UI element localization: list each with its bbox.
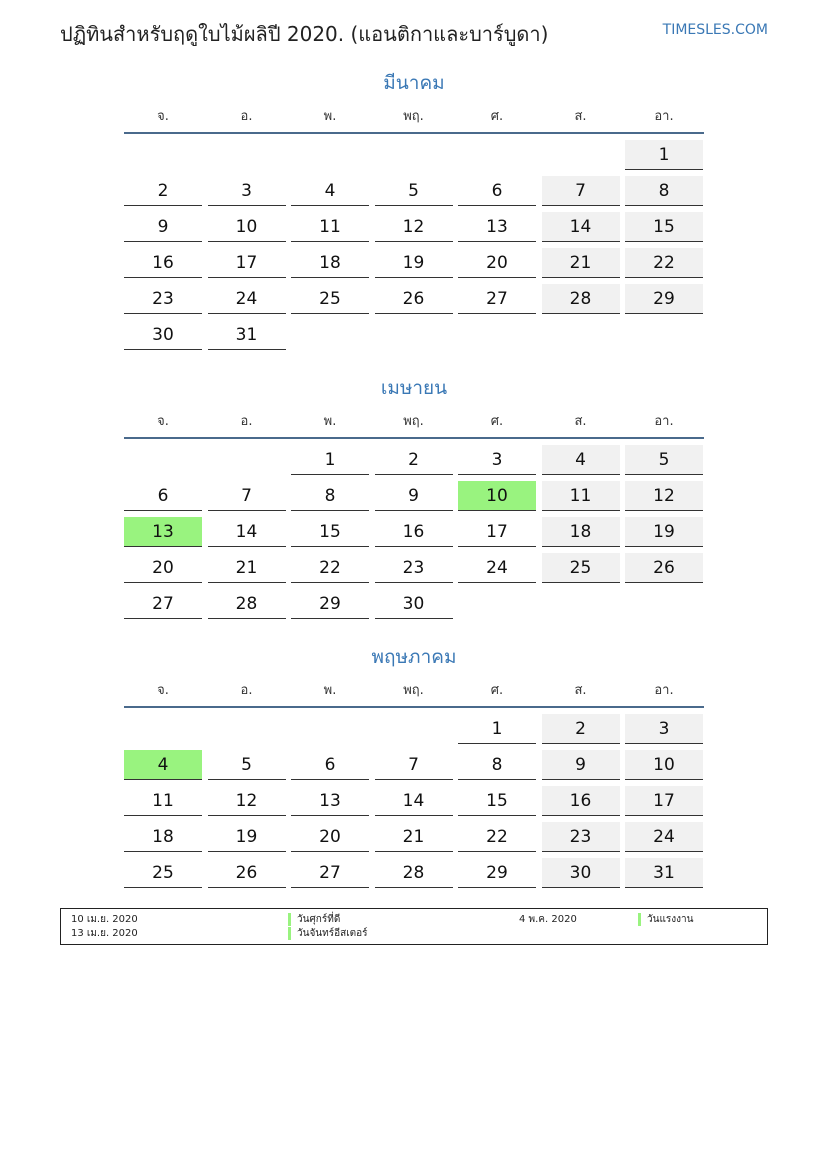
- day-cell: 15: [625, 212, 703, 242]
- day-cell: 22: [625, 248, 703, 278]
- day-cell: 15: [458, 786, 536, 816]
- weekday-label: พ.: [323, 109, 337, 124]
- weekday-label: อา.: [654, 414, 674, 429]
- day-cell: 8: [458, 750, 536, 780]
- day-cell: 6: [291, 750, 369, 780]
- day-cell: 26: [208, 858, 286, 888]
- day-cell: 14: [208, 517, 286, 547]
- weekday-label: อ.: [240, 109, 253, 124]
- day-cell: 28: [208, 589, 286, 619]
- day-cell: 9: [542, 750, 620, 780]
- day-cell: 10: [625, 750, 703, 780]
- day-cell: 6: [458, 176, 536, 206]
- holiday-day-cell: 10: [458, 481, 536, 511]
- weekday-label: พฤ.: [403, 683, 424, 698]
- day-cell: 3: [208, 176, 286, 206]
- weekday-label: ศ.: [490, 414, 504, 429]
- day-cell: 24: [458, 553, 536, 583]
- day-cell: 30: [375, 589, 453, 619]
- day-cell: 25: [291, 284, 369, 314]
- day-cell: 9: [124, 212, 202, 242]
- day-grid: [124, 134, 704, 350]
- day-cell: 16: [375, 517, 453, 547]
- day-cell: 4: [542, 445, 620, 475]
- day-cell: 3: [458, 445, 536, 475]
- day-cell: 24: [208, 284, 286, 314]
- day-cell: 13: [458, 212, 536, 242]
- day-cell: 31: [208, 320, 286, 350]
- page-header: [60, 18, 768, 48]
- day-cell: 7: [542, 176, 620, 206]
- day-cell: 22: [291, 553, 369, 583]
- day-cell: 7: [375, 750, 453, 780]
- legend-holiday-name: วันแรงงาน: [638, 913, 693, 926]
- weekday-header: [124, 102, 704, 132]
- legend-holiday-name: วันจันทร์อีสเตอร์: [288, 927, 368, 940]
- day-cell: 20: [124, 553, 202, 583]
- day-cell: 29: [625, 284, 703, 314]
- day-cell: 20: [458, 248, 536, 278]
- holiday-legend: [60, 908, 768, 945]
- day-cell: 1: [625, 140, 703, 170]
- holiday-day-cell: 13: [124, 517, 202, 547]
- day-cell: 27: [124, 589, 202, 619]
- day-cell: 1: [458, 714, 536, 744]
- weekday-label: อ.: [240, 683, 253, 698]
- day-cell: 19: [375, 248, 453, 278]
- day-cell: 12: [625, 481, 703, 511]
- month-may: [124, 644, 704, 888]
- day-cell: 11: [124, 786, 202, 816]
- day-cell: 18: [542, 517, 620, 547]
- day-cell: 29: [458, 858, 536, 888]
- weekday-label: ศ.: [490, 109, 504, 124]
- day-cell: 28: [542, 284, 620, 314]
- day-cell: 2: [542, 714, 620, 744]
- day-cell: 17: [625, 786, 703, 816]
- month-april: [124, 375, 704, 619]
- legend-holiday-name: วันศุกร์ที่ดี: [288, 913, 340, 926]
- month-title: มีนาคม: [383, 72, 445, 94]
- day-cell: 14: [375, 786, 453, 816]
- weekday-label: จ.: [157, 414, 169, 429]
- weekday-header: [124, 676, 704, 706]
- day-cell: 7: [208, 481, 286, 511]
- day-cell: 12: [375, 212, 453, 242]
- day-cell: 3: [625, 714, 703, 744]
- day-cell: 23: [124, 284, 202, 314]
- day-cell: 8: [291, 481, 369, 511]
- day-cell: 31: [625, 858, 703, 888]
- weekday-label: จ.: [157, 683, 169, 698]
- day-grid: [124, 439, 704, 619]
- day-cell: 9: [375, 481, 453, 511]
- weekday-label: พฤ.: [403, 109, 424, 124]
- day-cell: 30: [124, 320, 202, 350]
- day-cell: 10: [208, 212, 286, 242]
- weekday-label: ส.: [574, 109, 587, 124]
- day-cell: 4: [291, 176, 369, 206]
- day-cell: 18: [124, 822, 202, 852]
- weekday-label: อา.: [654, 683, 674, 698]
- day-cell: 2: [124, 176, 202, 206]
- day-cell: 5: [208, 750, 286, 780]
- legend-date: 10 เม.ย. 2020: [71, 914, 138, 925]
- day-cell: 5: [375, 176, 453, 206]
- weekday-label: ส.: [574, 683, 587, 698]
- weekday-label: ศ.: [490, 683, 504, 698]
- day-cell: 19: [625, 517, 703, 547]
- day-cell: 14: [542, 212, 620, 242]
- month-title: พฤษภาคม: [371, 646, 457, 668]
- weekday-label: พ.: [323, 683, 337, 698]
- day-cell: 21: [375, 822, 453, 852]
- day-cell: 25: [542, 553, 620, 583]
- month-title: เมษายน: [380, 377, 448, 399]
- weekday-label: อ.: [240, 414, 253, 429]
- day-cell: 23: [375, 553, 453, 583]
- weekday-label: จ.: [157, 109, 169, 124]
- weekday-header: [124, 407, 704, 437]
- day-cell: 8: [625, 176, 703, 206]
- day-cell: 27: [291, 858, 369, 888]
- day-cell: 16: [124, 248, 202, 278]
- day-cell: 11: [542, 481, 620, 511]
- weekday-label: พ.: [323, 414, 337, 429]
- day-cell: 26: [625, 553, 703, 583]
- day-cell: 6: [124, 481, 202, 511]
- day-cell: 18: [291, 248, 369, 278]
- day-cell: 12: [208, 786, 286, 816]
- page-title: ปฏิทินสำหรับฤดูใบไม้ผลิปี 2020. (แอนติกาและบาร์บูดา): [60, 22, 549, 46]
- day-cell: 19: [208, 822, 286, 852]
- weekday-label: อา.: [654, 109, 674, 124]
- day-cell: 22: [458, 822, 536, 852]
- day-cell: 17: [208, 248, 286, 278]
- day-cell: 21: [208, 553, 286, 583]
- day-cell: 30: [542, 858, 620, 888]
- day-cell: 15: [291, 517, 369, 547]
- day-cell: 1: [291, 445, 369, 475]
- day-cell: 23: [542, 822, 620, 852]
- day-cell: 21: [542, 248, 620, 278]
- day-cell: 11: [291, 212, 369, 242]
- legend-date: 4 พ.ค. 2020: [519, 914, 577, 925]
- day-cell: 27: [458, 284, 536, 314]
- day-cell: 20: [291, 822, 369, 852]
- day-cell: 24: [625, 822, 703, 852]
- month-march: [124, 70, 704, 350]
- site-link[interactable]: TIMESLES.COM: [662, 22, 768, 38]
- day-cell: 13: [291, 786, 369, 816]
- day-cell: 28: [375, 858, 453, 888]
- day-cell: 29: [291, 589, 369, 619]
- day-cell: 17: [458, 517, 536, 547]
- day-cell: 5: [625, 445, 703, 475]
- day-cell: 26: [375, 284, 453, 314]
- day-cell: 25: [124, 858, 202, 888]
- legend-date: 13 เม.ย. 2020: [71, 928, 138, 939]
- day-grid: [124, 708, 704, 888]
- holiday-day-cell: 4: [124, 750, 202, 780]
- day-cell: 2: [375, 445, 453, 475]
- weekday-label: ส.: [574, 414, 587, 429]
- day-cell: 16: [542, 786, 620, 816]
- weekday-label: พฤ.: [403, 414, 424, 429]
